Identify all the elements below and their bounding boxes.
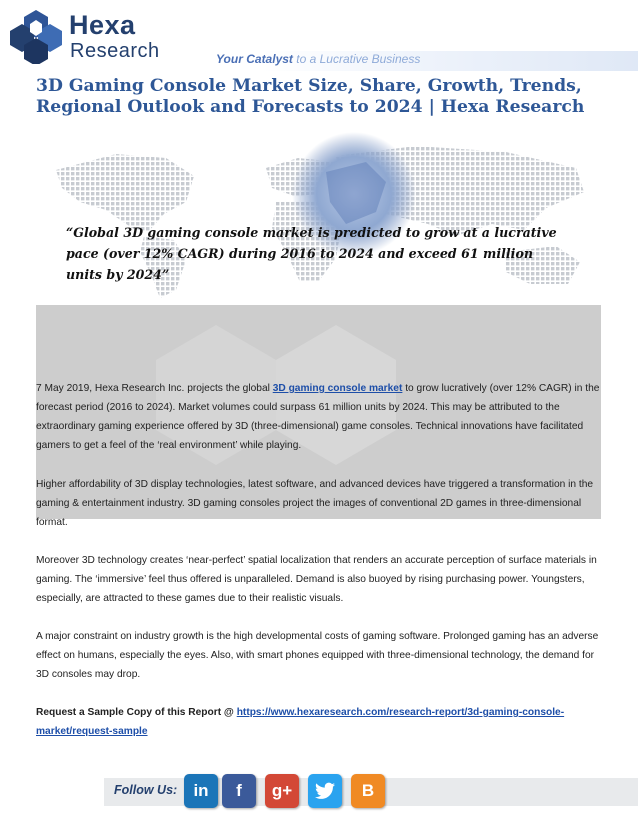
paragraph-3: Moreover 3D technology creates ‘near-perfect’ spatial localization that renders an accurate perception of surface materials in gaming. The ‘immersive’ feel thus offered is unparalleled. Demand is also buoyed by rising purchasing power. Youngsters, especially, are attracted to these games due to their realistic visuals. <box>36 555 597 604</box>
tagline <box>216 52 420 66</box>
request-sample-link[interactable]: https://www.hexaresearch.com/research-report/3d-gaming-console-market/request-sample <box>36 707 565 737</box>
linkedin-glyph: in <box>193 781 209 800</box>
request-sample-line <box>36 703 602 741</box>
blogger-icon[interactable] <box>351 774 385 808</box>
logo-wordmark-research: Research <box>70 40 160 62</box>
paragraph-1 <box>36 379 602 455</box>
tagline-highlight: Your Catalyst <box>216 52 293 66</box>
paragraph-2: Higher affordability of 3D display technologies, latest software, and advanced devices have triggered a transformation in the gaming & entertainment industry. 3D gaming consoles project the images of conventional 2D games in three-dimensional format. <box>36 479 594 528</box>
twitter-icon[interactable] <box>308 774 342 808</box>
paragraph-1-lead: 7 May 2019, Hexa Research Inc. projects the global <box>36 383 273 394</box>
logo-wordmark-hexa: Hexa <box>69 10 136 40</box>
logo-emblem-icon <box>10 10 62 64</box>
facebook-icon[interactable] <box>222 774 256 808</box>
page-title: 3D Gaming Console Market Size, Share, Growth, Trends, Regional Outlook and Forecasts to 2024 | Hexa Research <box>36 76 585 117</box>
google-plus-icon[interactable] <box>265 774 299 808</box>
tagline-rest: to a Lucrative Business <box>292 52 421 66</box>
paragraph-1-rest: to grow lucratively (over 12% CAGR) in the forecast period (2016 to 2024). Market volumes could surpass 61 million units by 2024. This may be attributed to the extraordinary gaming experience offered by 3D (three-dimensional) game consoles. Technical innovations have facilitated gamers to get a feel of the ‘real environment’ while playing. <box>36 383 600 451</box>
twitter-bird-icon <box>315 782 335 800</box>
facebook-glyph: f <box>236 781 242 800</box>
paragraph-4: A major constraint on industry growth is the high developmental costs of gaming software. Prolonged gaming has an adverse effect on humans, especially the eyes. Also, with smart phones equipped with three-dimensional technology, the demand for 3D consoles may drop. <box>36 631 599 680</box>
market-report-link[interactable]: 3D gaming console market <box>272 383 403 394</box>
linkedin-icon[interactable] <box>184 774 218 808</box>
google-plus-glyph: g+ <box>271 781 293 800</box>
blogger-glyph: B <box>361 781 375 800</box>
request-sample-label: Request a Sample Copy of this Report @ <box>36 707 237 718</box>
highlight-quote: “Global 3D gaming console market is predicted to grow at a lucrative pace (over 12% CAGR) during 2016 to 2024 and exceed 61 million units by 2024” <box>66 225 557 282</box>
follow-us-label: Follow Us: <box>114 783 178 797</box>
